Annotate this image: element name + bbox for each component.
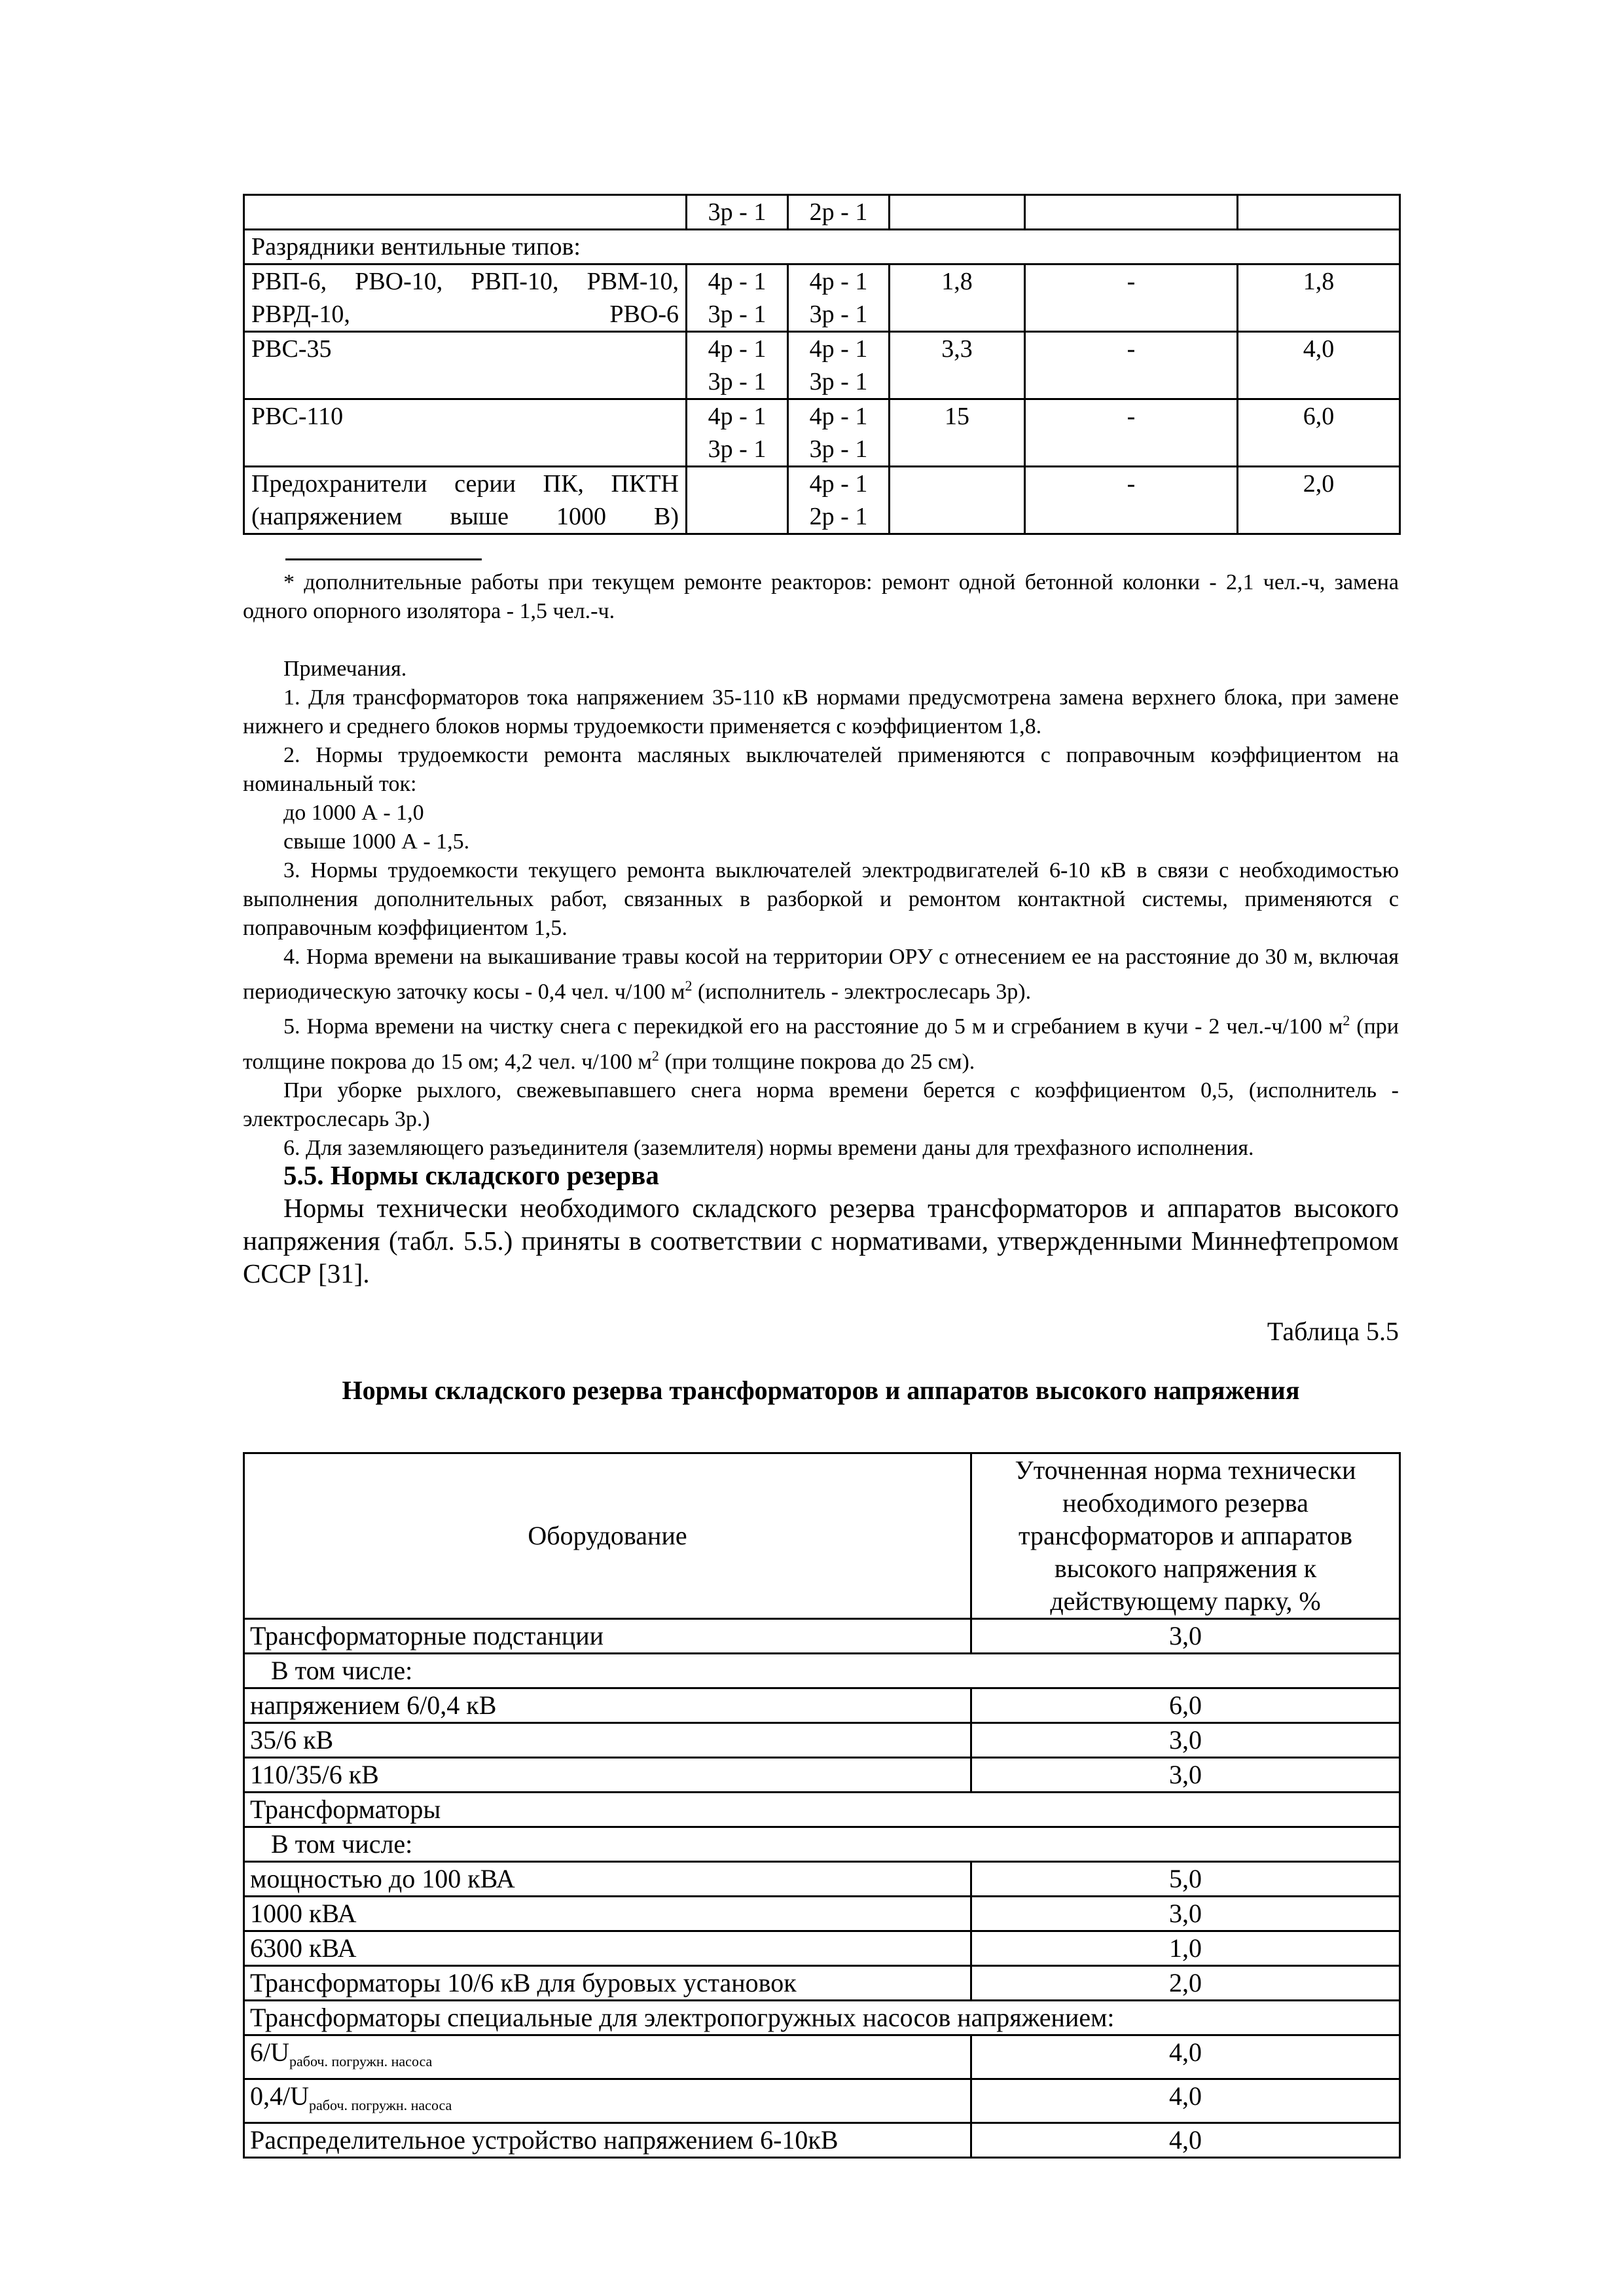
value-cell <box>1238 195 1400 230</box>
table-header-row <box>244 1453 1400 1619</box>
group-label: Трансформаторы <box>244 1793 1400 1827</box>
category-line: 3р - 1 <box>708 435 767 463</box>
category-cell <box>687 399 788 467</box>
table-row <box>244 467 1400 534</box>
equipment-cell: 110/35/6 кВ <box>244 1758 971 1793</box>
group-label: Трансформаторы специальные для электропогружных насосов напряжением: <box>244 2001 1400 2035</box>
value-cell: 6,0 <box>1238 399 1400 467</box>
table-row <box>244 264 1400 332</box>
norm-value-cell: 3,0 <box>971 1619 1400 1654</box>
equipment-cell: 6300 кВА <box>244 1931 971 1966</box>
subscript: рабоч. погружн. насоса <box>309 2097 452 2113</box>
notes-block <box>243 568 1399 1163</box>
value-cell <box>1025 195 1238 230</box>
table-row <box>244 2079 1400 2123</box>
table-row <box>244 1862 1400 1897</box>
category-line: 4р - 1 <box>708 335 767 363</box>
equipment-cell: Распределительное устройство напряжением 6-10кВ <box>244 2123 971 2158</box>
category-line: 2р - 1 <box>809 198 868 226</box>
category-line: 3р - 1 <box>809 368 868 395</box>
category-line: 4р - 1 <box>809 335 868 363</box>
category-cell <box>788 195 890 230</box>
value-cell: 2,0 <box>1238 467 1400 534</box>
table-row <box>244 195 1400 230</box>
equipment-cell: Трансформаторные подстанции <box>244 1619 971 1654</box>
table-row <box>244 2035 1400 2079</box>
norm-value-cell: 3,0 <box>971 1897 1400 1931</box>
group-label: В том числе: <box>244 1654 1400 1688</box>
note-2-b: свыше 1000 А - 1,5. <box>283 829 470 854</box>
table-row <box>244 1793 1400 1827</box>
value-cell: - <box>1025 399 1238 467</box>
norm-value-cell: 3,0 <box>971 1723 1400 1758</box>
value-cell <box>890 467 1025 534</box>
category-line: 3р - 1 <box>809 301 868 328</box>
table-row <box>244 1827 1400 1862</box>
value-cell: - <box>1025 264 1238 332</box>
header-norm: Уточненная норма технически необходимого резерва трансформаторов и аппаратов высокого напряжения к действующему парку, % <box>971 1453 1400 1619</box>
equipment-cell: РВС-110 <box>244 399 687 467</box>
category-cell <box>788 467 890 534</box>
header-equipment: Оборудование <box>244 1453 971 1619</box>
subscript: рабоч. погружн. насоса <box>289 2053 433 2069</box>
equipment-cell: $6/U_{рабоч. погружн. насоса}$ <box>244 2035 971 2079</box>
category-line: 3р - 1 <box>708 301 767 328</box>
note-3: 3. Нормы трудоемкости текущего ремонта выключателей электродвигателей 6-10 кВ в связи с необходимостью выполнения дополнительных работ, связанных в разборкой и ремонтом контактной системы, применяются с поправочным коэффициентом 1,5. <box>243 858 1399 940</box>
note-2: 2. Нормы трудоемкости ремонта масляных выключателей применяются с поправочным коэффициентом на номинальный ток: <box>243 743 1399 796</box>
norm-value-cell: 4,0 <box>971 2035 1400 2079</box>
equipment-cell: 35/6 кВ <box>244 1723 971 1758</box>
category-cell <box>788 399 890 467</box>
category-cell <box>788 332 890 399</box>
norm-value-cell: 3,0 <box>971 1758 1400 1793</box>
category-cell <box>788 264 890 332</box>
note-5-addendum: При уборке рыхлого, свежевыпавшего снега норма времени берется с коэффициентом 0,5, (исполнитель - электрослесарь 3р.) <box>243 1078 1399 1131</box>
category-line: 4р - 1 <box>809 268 868 295</box>
value-cell: 1,8 <box>1238 264 1400 332</box>
equipment-cell: напряжением 6/0,4 кВ <box>244 1688 971 1723</box>
note-1: 1. Для трансформаторов тока напряжением 35-110 кВ нормами предусмотрена замена верхнего блока, при замене нижнего и среднего блоков нормы трудоемкости применяется с коэффициентом 1,8. <box>243 685 1399 738</box>
category-line: 2р - 1 <box>809 503 868 530</box>
category-line: 3р - 1 <box>708 198 767 226</box>
table-row <box>244 1688 1400 1723</box>
category-cell <box>687 195 788 230</box>
section-text: Нормы технически необходимого складского резерва трансформаторов и аппаратов высокого напряжения (табл. 5.5.) приняты в соответствии с нормативами, утвержденными Миннефтепромом СССР [31]. <box>243 1193 1399 1288</box>
equipment-cell: РВС-35 <box>244 332 687 399</box>
category-line: 3р - 1 <box>708 368 767 395</box>
maintenance-norms-table-continued <box>243 194 1401 535</box>
value-cell <box>890 195 1025 230</box>
table-row <box>244 332 1400 399</box>
category-line: 3р - 1 <box>809 435 868 463</box>
category-line: 4р - 1 <box>809 403 868 430</box>
equipment-cell <box>244 195 687 230</box>
equipment-cell: РВП-6, РВО-10, РВП-10, РВМ-10, РВРД-10, РВО-6 <box>244 264 687 332</box>
group-label: В том числе: <box>244 1827 1400 1862</box>
equipment-cell: Предохранители серии ПК, ПКТН (напряжением выше 1000 В) <box>244 467 687 534</box>
table-title: Нормы складского резерва трансформаторов и аппаратов высокого напряжения <box>342 1376 1300 1405</box>
category-cell <box>687 264 788 332</box>
section-row-label: Разрядники вентильные типов: <box>244 230 1400 264</box>
footnote: * дополнительные работы при текущем ремонте реакторов: ремонт одной бетонной колонки - 2,1 чел.-ч, замена одного опорного изолятора - 1,5 чел.-ч. <box>243 570 1399 623</box>
value-cell: 15 <box>890 399 1025 467</box>
table-row <box>244 1723 1400 1758</box>
category-line: 4р - 1 <box>708 268 767 295</box>
note-4: 4. Норма времени на выкашивание травы косой на территории ОРУ с отнесением ее на расстояние до 30 м, включая периодическую заточку косы - 0,4 чел. ч/100 $м^2$ (исполнитель - электрослесарь 3р). <box>243 945 1399 1004</box>
norm-value-cell: 4,0 <box>971 2079 1400 2123</box>
equipment-cell: мощностью до 100 кВА <box>244 1862 971 1897</box>
norm-value-cell: 4,0 <box>971 2123 1400 2158</box>
table-row <box>244 399 1400 467</box>
value-cell: 1,8 <box>890 264 1025 332</box>
equipment-cell: $0,4/U_{рабоч. погружн. насоса}$ <box>244 2079 971 2123</box>
table-row <box>244 1897 1400 1931</box>
norm-value-cell: 6,0 <box>971 1688 1400 1723</box>
category-cell <box>687 332 788 399</box>
table-row <box>244 2001 1400 2035</box>
table-row <box>244 230 1400 264</box>
norm-value-cell: 2,0 <box>971 1966 1400 2001</box>
value-cell: - <box>1025 467 1238 534</box>
table-row <box>244 1619 1400 1654</box>
category-line: 4р - 1 <box>708 403 767 430</box>
category-line: 4р - 1 <box>809 470 868 498</box>
norm-value-cell: 5,0 <box>971 1862 1400 1897</box>
note-6: 6. Для заземляющего разъединителя (заземлителя) нормы времени даны для трехфазного исполнения. <box>283 1135 1254 1160</box>
section-5-5 <box>243 1159 1399 1290</box>
table-row <box>244 1966 1400 2001</box>
notes-title: Примечания. <box>283 657 407 681</box>
table-number: Таблица 5.5 <box>1267 1317 1399 1346</box>
category-cell <box>687 467 788 534</box>
norm-value-cell: 1,0 <box>971 1931 1400 1966</box>
table-row <box>244 1931 1400 1966</box>
equipment-cell: Трансформаторы 10/6 кВ для буровых установок <box>244 1966 971 2001</box>
equipment-cell: 1000 кВА <box>244 1897 971 1931</box>
value-cell: 3,3 <box>890 332 1025 399</box>
table-row <box>244 2123 1400 2158</box>
section-heading: 5.5. Нормы складского резерва <box>283 1160 659 1190</box>
table-row <box>244 1654 1400 1688</box>
value-cell: 4,0 <box>1238 332 1400 399</box>
value-cell: - <box>1025 332 1238 399</box>
footnote-separator <box>285 558 482 560</box>
note-2-a: до 1000 А - 1,0 <box>283 801 424 825</box>
table-row <box>244 1758 1400 1793</box>
warehouse-reserve-table <box>243 1452 1401 2159</box>
note-5: 5. Норма времени на чистку снега с перекидкой его на расстояние до 5 м и сгребанием в кучи - 2 чел.-ч/100 $м^2$ (при толщине покрова до 15 ом; 4,2 чел. ч/100 $м^2$ (при толщине покрова до 25 см). <box>243 1012 1399 1074</box>
